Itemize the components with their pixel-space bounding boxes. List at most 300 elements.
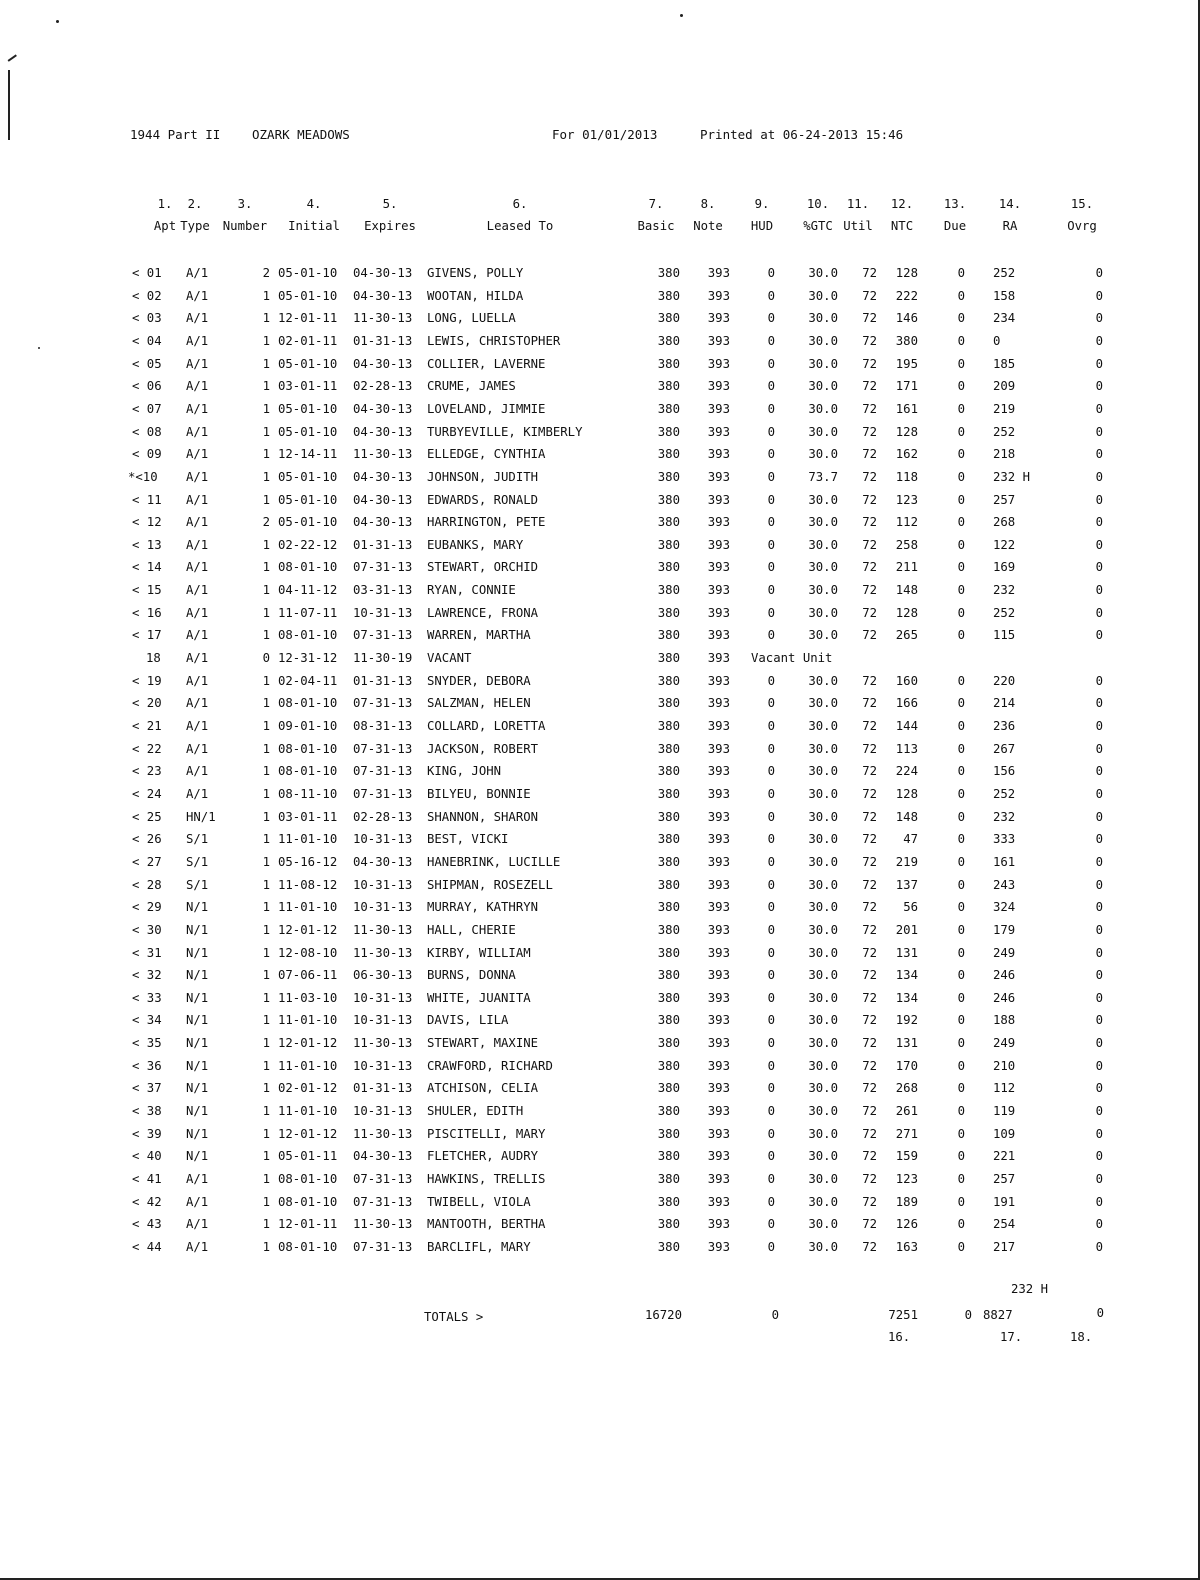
- column-header: Due: [943, 219, 967, 233]
- cell-ovrg: 0: [1095, 447, 1103, 461]
- cell-note: 393: [707, 900, 730, 914]
- cell-util: 72: [862, 583, 877, 597]
- cell-note: 393: [707, 1013, 730, 1027]
- cell-due: 0: [957, 946, 965, 960]
- cell-ntc: 134: [895, 968, 918, 982]
- footer-column-number: 18.: [1070, 1330, 1093, 1344]
- totals-ovrg: 0: [1096, 1306, 1104, 1320]
- cell-expires: 04-30-13: [353, 402, 413, 416]
- cell-basic: 380: [657, 991, 680, 1005]
- column-number: 10.: [806, 197, 830, 211]
- cell-ntc: 128: [895, 266, 918, 280]
- cell-leased-to: RYAN, CONNIE: [427, 583, 516, 597]
- column-header: Apt: [153, 219, 177, 233]
- cell-util: 72: [862, 1217, 877, 1231]
- cell-util: 72: [862, 1172, 877, 1186]
- cell-ovrg: 0: [1095, 357, 1103, 371]
- cell-initial: 08-01-10: [278, 1172, 338, 1186]
- cell-basic: 380: [657, 946, 680, 960]
- cell-ntc: 265: [895, 628, 918, 642]
- cell-ntc: 258: [895, 538, 918, 552]
- cell-note: 393: [707, 515, 730, 529]
- cell-apt: < 29: [132, 900, 162, 914]
- cell-note: 393: [707, 1240, 730, 1254]
- cell-apt: < 17: [132, 628, 162, 642]
- cell-basic: 380: [657, 742, 680, 756]
- cell-note: 393: [707, 357, 730, 371]
- column-header: Expires: [364, 219, 416, 233]
- cell-ra: 185: [993, 357, 1016, 371]
- cell-gtc: 30.0: [808, 968, 838, 982]
- cell-hud: 0: [767, 628, 775, 642]
- cell-initial: 11-03-10: [278, 991, 338, 1005]
- cell-type: N/1: [186, 923, 209, 937]
- cell-util: 72: [862, 1104, 877, 1118]
- cell-util: 72: [862, 719, 877, 733]
- cell-number: 1: [262, 583, 270, 597]
- cell-basic: 380: [657, 719, 680, 733]
- cell-note: 393: [707, 1127, 730, 1141]
- cell-number: 1: [262, 493, 270, 507]
- totals-due: 0: [964, 1308, 972, 1322]
- cell-apt: < 40: [132, 1149, 162, 1163]
- cell-ntc: 195: [895, 357, 918, 371]
- cell-number: 1: [262, 357, 270, 371]
- totals-hud: 0: [771, 1308, 779, 1322]
- cell-leased-to: DAVIS, LILA: [427, 1013, 509, 1027]
- cell-util: 72: [862, 742, 877, 756]
- cell-hud: 0: [767, 515, 775, 529]
- cell-hud: 0: [767, 968, 775, 982]
- cell-ovrg: 0: [1095, 991, 1103, 1005]
- cell-type: A/1: [186, 560, 209, 574]
- cell-note: 393: [707, 1104, 730, 1118]
- cell-basic: 380: [657, 515, 680, 529]
- cell-apt: < 41: [132, 1172, 162, 1186]
- cell-expires: 07-31-13: [353, 742, 413, 756]
- cell-basic: 380: [657, 289, 680, 303]
- cell-apt: < 39: [132, 1127, 162, 1141]
- cell-apt: < 28: [132, 878, 162, 892]
- cell-ntc: 170: [895, 1059, 918, 1073]
- cell-gtc: 30.0: [808, 764, 838, 778]
- column-number: 8.: [700, 197, 716, 211]
- cell-basic: 380: [657, 447, 680, 461]
- cell-number: 1: [262, 696, 270, 710]
- cell-ra: 236: [993, 719, 1016, 733]
- cell-initial: 12-01-11: [278, 311, 338, 325]
- cell-ra: 122: [993, 538, 1016, 552]
- cell-ntc: 148: [895, 810, 918, 824]
- cell-type: A/1: [186, 696, 209, 710]
- cell-leased-to: STEWART, ORCHID: [427, 560, 539, 574]
- cell-number: 1: [262, 855, 270, 869]
- report-id: 1944 Part II: [130, 127, 221, 142]
- cell-number: 1: [262, 923, 270, 937]
- cell-expires: 04-30-13: [353, 855, 413, 869]
- cell-ntc: 201: [895, 923, 918, 937]
- cell-initial: 12-01-11: [278, 1217, 338, 1231]
- cell-ntc: 211: [895, 560, 918, 574]
- cell-leased-to: SHULER, EDITH: [427, 1104, 524, 1118]
- cell-type: A/1: [186, 742, 209, 756]
- cell-expires: 01-31-13: [353, 334, 413, 348]
- cell-due: 0: [957, 1059, 965, 1073]
- cell-due: 0: [957, 764, 965, 778]
- cell-due: 0: [957, 968, 965, 982]
- cell-apt: 18: [146, 651, 161, 665]
- cell-expires: 04-30-13: [353, 515, 413, 529]
- cell-number: 1: [262, 832, 270, 846]
- cell-basic: 380: [657, 334, 680, 348]
- cell-due: 0: [957, 787, 965, 801]
- cell-ntc: 144: [895, 719, 918, 733]
- cell-gtc: 30.0: [808, 425, 838, 439]
- cell-util: 72: [862, 515, 877, 529]
- cell-util: 72: [862, 1149, 877, 1163]
- cell-hud: 0: [767, 583, 775, 597]
- cell-initial: 02-22-12: [278, 538, 338, 552]
- cell-due: 0: [957, 742, 965, 756]
- cell-initial: 04-11-12: [278, 583, 338, 597]
- cell-expires: 10-31-13: [353, 900, 413, 914]
- cell-util: 72: [862, 425, 877, 439]
- column-number: 1.: [157, 197, 173, 211]
- cell-gtc: 30.0: [808, 289, 838, 303]
- cell-leased-to: PISCITELLI, MARY: [427, 1127, 546, 1141]
- cell-type: A/1: [186, 515, 209, 529]
- cell-basic: 380: [657, 493, 680, 507]
- cell-leased-to: BEST, VICKI: [427, 832, 509, 846]
- cell-hud: 0: [767, 357, 775, 371]
- cell-util: 72: [862, 1059, 877, 1073]
- cell-number: 1: [262, 628, 270, 642]
- cell-expires: 04-30-13: [353, 357, 413, 371]
- totals-basic: 16720: [644, 1308, 682, 1322]
- cell-gtc: 30.0: [808, 1149, 838, 1163]
- cell-initial: 05-01-10: [278, 266, 338, 280]
- cell-ra: 249: [993, 1036, 1016, 1050]
- cell-ra: 214: [993, 696, 1016, 710]
- cell-due: 0: [957, 470, 965, 484]
- cell-due: 0: [957, 1217, 965, 1231]
- cell-ra: 115: [993, 628, 1016, 642]
- cell-apt: < 04: [132, 334, 162, 348]
- cell-util: 72: [862, 606, 877, 620]
- cell-basic: 380: [657, 470, 680, 484]
- cell-basic: 380: [657, 674, 680, 688]
- cell-type: A/1: [186, 266, 209, 280]
- cell-initial: 11-08-12: [278, 878, 338, 892]
- cell-due: 0: [957, 379, 965, 393]
- cell-initial: 03-01-11: [278, 810, 338, 824]
- column-number: 13.: [943, 197, 967, 211]
- cell-due: 0: [957, 991, 965, 1005]
- cell-initial: 05-01-10: [278, 470, 338, 484]
- cell-leased-to: EUBANKS, MARY: [427, 538, 524, 552]
- footer-column-number: 16.: [888, 1330, 911, 1344]
- cell-leased-to: TURBYEVILLE, KIMBERLY: [427, 425, 583, 439]
- cell-note: 393: [707, 832, 730, 846]
- cell-util: 72: [862, 402, 877, 416]
- cell-initial: 02-01-12: [278, 1081, 338, 1095]
- cell-initial: 08-01-10: [278, 1195, 338, 1209]
- cell-ntc: 131: [895, 946, 918, 960]
- cell-hud: 0: [767, 1081, 775, 1095]
- cell-hud: 0: [767, 1013, 775, 1027]
- cell-ovrg: 0: [1095, 1104, 1103, 1118]
- cell-due: 0: [957, 674, 965, 688]
- cell-ntc: 56: [903, 900, 918, 914]
- cell-note: 393: [707, 878, 730, 892]
- cell-type: A/1: [186, 764, 209, 778]
- cell-note: 393: [707, 764, 730, 778]
- cell-initial: 12-01-12: [278, 1036, 338, 1050]
- cell-gtc: 30.0: [808, 810, 838, 824]
- cell-expires: 04-30-13: [353, 266, 413, 280]
- cell-ra: 191: [993, 1195, 1016, 1209]
- cell-hud: 0: [767, 923, 775, 937]
- cell-number: 1: [262, 1172, 270, 1186]
- cell-leased-to: MURRAY, KATHRYN: [427, 900, 539, 914]
- cell-gtc: 30.0: [808, 538, 838, 552]
- cell-leased-to: WOOTAN, HILDA: [427, 289, 524, 303]
- column-number: 7.: [648, 197, 664, 211]
- cell-leased-to: BARCLIFL, MARY: [427, 1240, 531, 1254]
- cell-expires: 07-31-13: [353, 1240, 413, 1254]
- cell-basic: 380: [657, 1217, 680, 1231]
- cell-leased-to: COLLIER, LAVERNE: [427, 357, 546, 371]
- cell-due: 0: [957, 1195, 965, 1209]
- cell-expires: 06-30-13: [353, 968, 413, 982]
- cell-ra: 257: [993, 1172, 1016, 1186]
- cell-type: A/1: [186, 628, 209, 642]
- property-name: OZARK MEADOWS: [252, 127, 350, 142]
- report-header: [130, 127, 904, 202]
- cell-leased-to: MANTOOTH, BERTHA: [427, 1217, 546, 1231]
- cell-type: N/1: [186, 946, 209, 960]
- cell-note: 393: [707, 674, 730, 688]
- cell-ovrg: 0: [1095, 855, 1103, 869]
- cell-type: N/1: [186, 968, 209, 982]
- cell-basic: 380: [657, 855, 680, 869]
- cell-type: N/1: [186, 1149, 209, 1163]
- column-header: HUD: [750, 219, 774, 233]
- cell-basic: 380: [657, 787, 680, 801]
- cell-ra: 324: [993, 900, 1016, 914]
- cell-util: 72: [862, 787, 877, 801]
- cell-expires: 07-31-13: [353, 764, 413, 778]
- cell-gtc: 30.0: [808, 946, 838, 960]
- cell-ovrg: 0: [1095, 968, 1103, 982]
- cell-hud: 0: [767, 674, 775, 688]
- cell-initial: 08-01-10: [278, 560, 338, 574]
- cell-gtc: 30.0: [808, 1036, 838, 1050]
- scan-mark: [8, 70, 10, 140]
- cell-ntc: 137: [895, 878, 918, 892]
- cell-util: 72: [862, 832, 877, 846]
- cell-ovrg: 0: [1095, 425, 1103, 439]
- cell-gtc: 30.0: [808, 855, 838, 869]
- cell-ntc: 131: [895, 1036, 918, 1050]
- cell-leased-to: STEWART, MAXINE: [427, 1036, 539, 1050]
- cell-leased-to: LOVELAND, JIMMIE: [427, 402, 546, 416]
- cell-note: 393: [707, 379, 730, 393]
- cell-note: 393: [707, 1036, 730, 1050]
- cell-ovrg: 0: [1095, 1127, 1103, 1141]
- cell-ra: 218: [993, 447, 1016, 461]
- column-number: 9.: [754, 197, 770, 211]
- cell-ovrg: 0: [1095, 832, 1103, 846]
- cell-due: 0: [957, 583, 965, 597]
- cell-expires: 04-30-13: [353, 289, 413, 303]
- cell-due: 0: [957, 628, 965, 642]
- cell-basic: 380: [657, 402, 680, 416]
- column-number: 2.: [187, 197, 203, 211]
- cell-hud: 0: [767, 493, 775, 507]
- cell-basic: 380: [657, 1240, 680, 1254]
- cell-apt: < 44: [132, 1240, 162, 1254]
- cell-ntc: 160: [895, 674, 918, 688]
- cell-leased-to: LONG, LUELLA: [427, 311, 516, 325]
- scan-dot: [680, 14, 683, 17]
- cell-ovrg: 0: [1095, 289, 1103, 303]
- cell-gtc: 30.0: [808, 1059, 838, 1073]
- cell-ra: 109: [993, 1127, 1016, 1141]
- cell-apt: < 19: [132, 674, 162, 688]
- column-header: Util: [843, 219, 873, 233]
- cell-number: 1: [262, 1195, 270, 1209]
- cell-type: N/1: [186, 1036, 209, 1050]
- cell-gtc: 30.0: [808, 878, 838, 892]
- cell-util: 72: [862, 334, 877, 348]
- cell-leased-to: ELLEDGE, CYNTHIA: [427, 447, 546, 461]
- cell-due: 0: [957, 334, 965, 348]
- cell-number: 1: [262, 425, 270, 439]
- cell-number: 1: [262, 1081, 270, 1095]
- cell-type: A/1: [186, 651, 209, 665]
- cell-number: 1: [262, 1240, 270, 1254]
- cell-expires: 01-31-13: [353, 1081, 413, 1095]
- cell-initial: 08-01-10: [278, 764, 338, 778]
- cell-ovrg: 0: [1095, 946, 1103, 960]
- cell-expires: 10-31-13: [353, 1104, 413, 1118]
- cell-ovrg: 0: [1095, 493, 1103, 507]
- cell-hud: 0: [767, 832, 775, 846]
- cell-hud: 0: [767, 289, 775, 303]
- cell-util: 72: [862, 1013, 877, 1027]
- cell-apt: < 03: [132, 311, 162, 325]
- scan-dot: [56, 20, 59, 23]
- cell-hud: 0: [767, 1036, 775, 1050]
- cell-note: 393: [707, 742, 730, 756]
- cell-apt: < 01: [132, 266, 162, 280]
- cell-initial: 08-01-10: [278, 696, 338, 710]
- cell-ntc: 222: [895, 289, 918, 303]
- cell-gtc: 30.0: [808, 583, 838, 597]
- cell-hud: 0: [767, 878, 775, 892]
- cell-ntc: 192: [895, 1013, 918, 1027]
- cell-gtc: 30.0: [808, 1081, 838, 1095]
- cell-due: 0: [957, 1104, 965, 1118]
- cell-hud: 0: [767, 742, 775, 756]
- cell-due: 0: [957, 447, 965, 461]
- cell-gtc: 30.0: [808, 357, 838, 371]
- cell-leased-to: HALL, CHERIE: [427, 923, 516, 937]
- cell-util: 72: [862, 991, 877, 1005]
- cell-note: 393: [707, 1217, 730, 1231]
- cell-leased-to: KIRBY, WILLIAM: [427, 946, 531, 960]
- cell-hud: 0: [767, 560, 775, 574]
- cell-ra: 188: [993, 1013, 1016, 1027]
- cell-ntc: 271: [895, 1127, 918, 1141]
- cell-basic: 380: [657, 1127, 680, 1141]
- cell-leased-to: LEWIS, CHRISTOPHER: [427, 334, 561, 348]
- cell-apt: < 33: [132, 991, 162, 1005]
- cell-util: 72: [862, 968, 877, 982]
- cell-hud: 0: [767, 1149, 775, 1163]
- cell-ntc: 380: [895, 334, 918, 348]
- cell-hud: 0: [767, 470, 775, 484]
- cell-note: 393: [707, 289, 730, 303]
- cell-apt: < 09: [132, 447, 162, 461]
- cell-due: 0: [957, 855, 965, 869]
- totals-ra-hud: 232 H: [1011, 1282, 1049, 1296]
- cell-expires: 11-30-13: [353, 923, 413, 937]
- cell-ovrg: 0: [1095, 628, 1103, 642]
- cell-ntc: 146: [895, 311, 918, 325]
- cell-expires: 02-28-13: [353, 810, 413, 824]
- cell-number: 1: [262, 311, 270, 325]
- cell-hud: 0: [767, 606, 775, 620]
- cell-due: 0: [957, 696, 965, 710]
- cell-util: 72: [862, 628, 877, 642]
- cell-ovrg: 0: [1095, 787, 1103, 801]
- column-number: 4.: [306, 197, 322, 211]
- cell-due: 0: [957, 900, 965, 914]
- cell-gtc: 30.0: [808, 560, 838, 574]
- cell-ra: 119: [993, 1104, 1016, 1118]
- cell-hud: 0: [767, 1059, 775, 1073]
- cell-type: S/1: [186, 855, 209, 869]
- cell-apt: *<10: [128, 470, 158, 484]
- cell-due: 0: [957, 606, 965, 620]
- cell-ra: 232: [993, 583, 1016, 597]
- cell-basic: 380: [657, 878, 680, 892]
- cell-number: 0: [262, 651, 270, 665]
- cell-util: 72: [862, 923, 877, 937]
- cell-apt: < 35: [132, 1036, 162, 1050]
- cell-ra: 257: [993, 493, 1016, 507]
- cell-due: 0: [957, 1149, 965, 1163]
- cell-due: 0: [957, 515, 965, 529]
- cell-gtc: 30.0: [808, 1104, 838, 1118]
- cell-gtc: 30.0: [808, 719, 838, 733]
- column-number: 11.: [846, 197, 870, 211]
- cell-due: 0: [957, 1036, 965, 1050]
- cell-ntc: 159: [895, 1149, 918, 1163]
- cell-util: 72: [862, 878, 877, 892]
- cell-initial: 05-01-10: [278, 493, 338, 507]
- cell-ra: 252: [993, 266, 1016, 280]
- cell-due: 0: [957, 1240, 965, 1254]
- cell-apt: < 24: [132, 787, 162, 801]
- cell-number: 1: [262, 1036, 270, 1050]
- printed-timestamp: Printed at 06-24-2013 15:46: [700, 127, 904, 142]
- cell-apt: < 23: [132, 764, 162, 778]
- cell-basic: 380: [657, 628, 680, 642]
- cell-due: 0: [957, 1172, 965, 1186]
